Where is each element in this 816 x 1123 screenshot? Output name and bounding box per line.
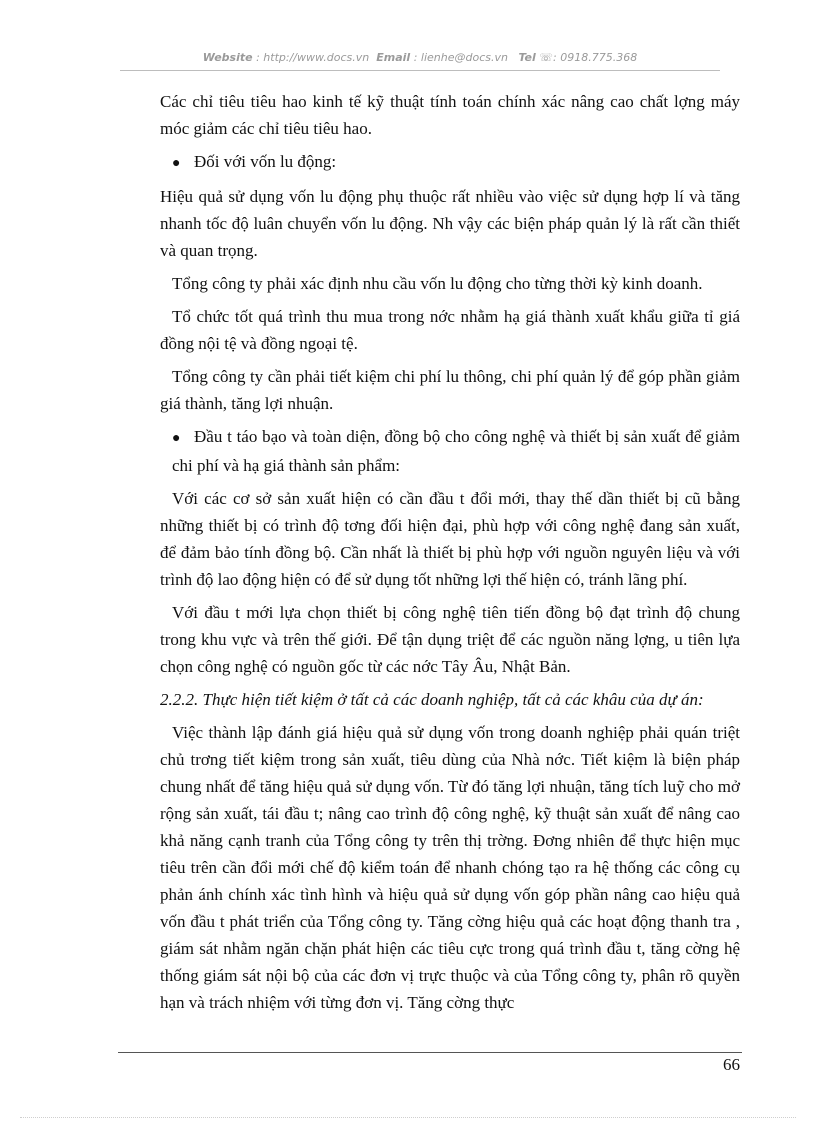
header-email-label: Email (376, 51, 411, 64)
header-website-value: : http://www.docs.vn (256, 51, 370, 64)
bullet-item (160, 423, 740, 479)
header-email-value: : lienhe@docs.vn (413, 51, 508, 64)
paragraph: Tổng công ty phải xác định nhu cầu vốn lu động cho từng thời kỳ kinh doanh. (172, 274, 703, 293)
page-number: 66 (723, 1055, 740, 1074)
bullet-text: Đối với vốn lu động: (194, 152, 337, 171)
paragraph: Với các cơ sở sản xuất hiện có cần đầu t đổi mới, thay thế dần thiết bị cũ bằng những thiết bị có trình độ tơng đối hiện đại, phù hợp với công nghệ đang sản xuất, để đảm bảo tính đồng bộ. Cần nhất là thiết bị phù hợp với nguồn nguyên liệu và với trình độ lao động hiện có để sử dụng tốt những lợi thế hiện có, tránh lãng phí. (160, 489, 740, 589)
section-heading: 2.2.2. Thực hiện tiết kiệm ở tất cả các doanh nghiệp, tất cả các khâu của dự án: (160, 690, 704, 709)
page-bottom-border (20, 1117, 796, 1118)
paragraph: Với đầu t mới lựa chọn thiết bị công nghệ tiên tiến đồng bộ đạt trình độ chung trong khu vực và trên thế giới. Để tận dụng triệt để các nguồn năng lợng, u tiên lựa chọn công nghệ có nguồn gốc từ các nớc Tây Âu, Nhật Bản. (160, 603, 740, 676)
document-body (160, 88, 740, 1022)
bullet-icon: ● (172, 431, 181, 446)
bullet-item (160, 148, 740, 177)
phone-icon: ☏ (539, 51, 554, 64)
footer-divider (118, 1052, 742, 1053)
paragraph: Tổ chức tốt quá trình thu mua trong nớc nhằm hạ giá thành xuất khẩu giữa tỉ giá đồng nội tệ và đồng ngoại tệ. (160, 307, 740, 353)
header-tel-value: : 0918.775.368 (553, 51, 638, 64)
paragraph: Tổng công ty cần phải tiết kiệm chi phí lu thông, chi phí quản lý để góp phần giảm giá thành, tăng lợi nhuận. (160, 367, 740, 413)
paragraph: Việc thành lập đánh giá hiệu quả sử dụng vốn trong doanh nghiệp phải quán triệt chủ trơng tiết kiệm trong sản xuất, tiêu dùng của Nhà nớc. Tiết kiệm là biện pháp chung nhất để tăng hiệu quả sử dụng vốn. Từ đó tăng lợi nhuận, tăng tích luỹ cho mở rộng sản xuất, tái đầu t; nâng cao trình độ công nghệ, kỹ thuật sản xuất để nâng cao khả năng cạnh tranh của Tổng công ty trên thị trờng. Đơng nhiên để thực hiện mục tiêu trên cần đổi mới chế độ kiểm toán để nhanh chóng tạo ra hệ thống các công cụ phản ánh chính xác tình hình và hiệu quả sử dụng vốn góp phần nâng cao hiệu quả vốn đầu t phát triển của Tổng công ty. Tăng cờng hiệu quả các hoạt động thanh tra , giám sát nhằm ngăn chặn phát hiện các tiêu cực trong quá trình đầu t, tăng cờng hệ thống giám sát nội bộ của các đơn vị trực thuộc và của Tổng công ty, phân rõ quyền hạn và trách nhiệm với từng đơn vị. Tăng cờng thực (160, 723, 740, 1012)
page-header (120, 51, 720, 64)
header-tel-label: Tel (518, 51, 536, 64)
bullet-icon: ● (172, 156, 181, 171)
header-website-label: Website (202, 51, 253, 64)
paragraph: Các chỉ tiêu tiêu hao kinh tế kỹ thuật tính toán chính xác nâng cao chất lợng máy móc giảm các chỉ tiêu tiêu hao. (160, 92, 740, 138)
header-divider (120, 70, 720, 71)
paragraph: Hiệu quả sử dụng vốn lu động phụ thuộc rất nhiều vào việc sử dụng hợp lí và tăng nhanh tốc độ luân chuyển vốn lu động. Nh vậy các biện pháp quản lý là rất cần thiết và quan trọng. (160, 187, 740, 260)
bullet-text: Đầu t táo bạo và toàn diện, đồng bộ cho công nghệ và thiết bị sản xuất để giảm chi phí và hạ giá thành sản phẩm: (172, 427, 740, 475)
